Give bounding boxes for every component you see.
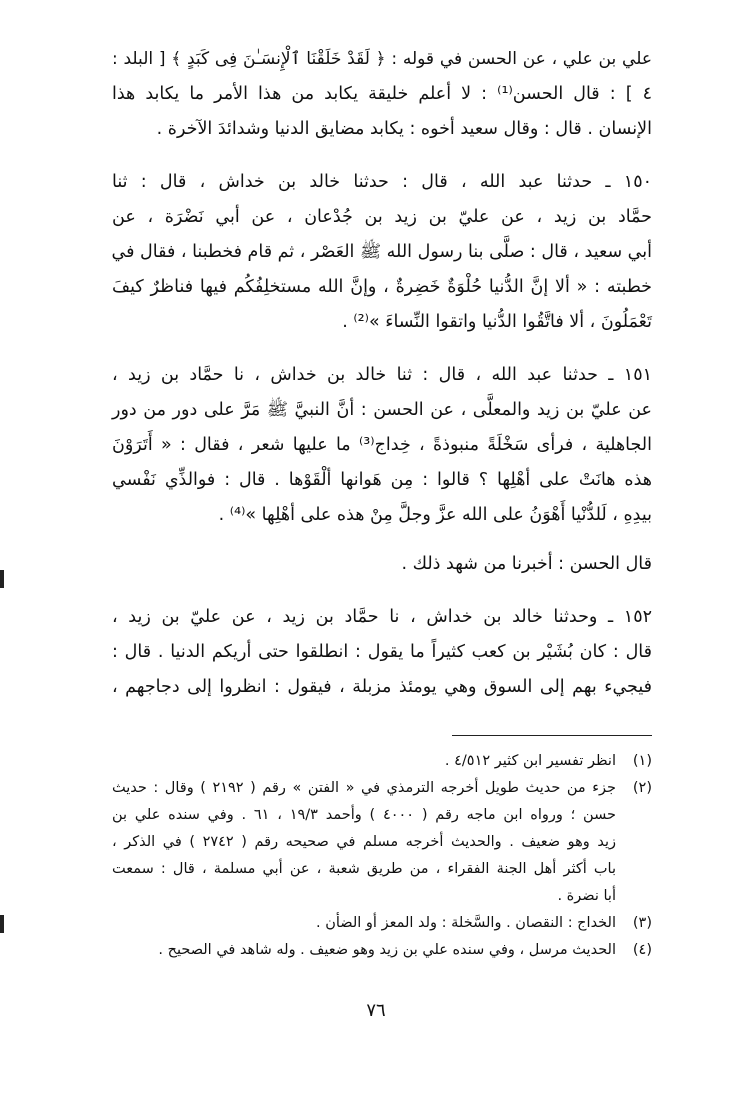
- footnote-line: أبا نضرة .: [557, 888, 616, 904]
- footnote-number: (٢): [632, 780, 652, 796]
- footnote-number: (٤): [632, 942, 652, 958]
- text-line: ٤ ] : قال الحسن⁽¹⁾ : لا أعلم خليقة يكابد من هذا الأمر ما يكابد هذا: [112, 84, 652, 104]
- paragraph-hadith-152: [112, 600, 652, 705]
- text-line: أبي سعيد ، قال : صلَّى بنا رسول الله ﷺ العَصْر ، ثم قام فخطبنا ، فقال في: [111, 242, 652, 262]
- text-line: قال : كان بُشَيْر بن كعب كثيراً ما يقول : انطلقوا حتى أريكم الدنيا . قال :: [112, 642, 652, 662]
- text-line: علي بن علي ، عن الحسن في قوله : ﴿ لَقَدْ خَلَقْنَا ٱلْإِنسَـٰنَ فِى كَبَدٍ ﴾ [ البلد :: [112, 49, 652, 69]
- footnote-line: باب أكثر أهل الجنة الفقراء ، من طريق شعبة ، عن أبي مسلمة ، قال : سمعت: [112, 861, 616, 877]
- text-line: عن عليّ بن زيد والمعلَّى ، عن الحسن : أنَّ النبيَّ ﷺ مَرَّ على دور من دور: [112, 400, 652, 420]
- footnote-line: زيد وهو ضعيف . والحديث أخرجه مسلم في صحيحه رقم ( ٢٧٤٢ ) في الذكر ،: [112, 834, 616, 850]
- edge-mark: [0, 915, 4, 933]
- paragraph-tafsir: [112, 42, 652, 147]
- footnote-2: [112, 775, 652, 910]
- footnote-line: الحديث مرسل ، وفي سنده علي بن زيد وهو ضعيف . وله شاهد في الصحيح .: [158, 942, 616, 958]
- footnote-line: الخداج : النقصان . والسَّخلة : ولد المعز أو الضأن .: [316, 915, 616, 931]
- text-line: فيجيء بهم إلى السوق وهي يومئذ مزبلة ، فيقول : انظروا إلى دجاجهم ،: [112, 677, 652, 697]
- text-line: بيدِهِ ، لَلدُّنْيا أَهْوَنُ على الله عزَّ وجلَّ مِنْ هذه على أهْلِها »⁽⁴⁾ .: [218, 505, 652, 525]
- text-line: هذه هانَتْ على أهْلِها ؟ قالوا : مِن هَوانها ألْقَوْها . قال : فوالذِّي نَفْسي: [112, 470, 652, 490]
- edge-mark: [0, 570, 4, 588]
- footnote-line: حسن ؛ ورواه ابن ماجه رقم ( ٤٠٠٠ ) وأحمد ١٩/٣ ، ٦١ . وفي سنده علي بن: [112, 807, 616, 823]
- paragraph-hadith-150: [112, 165, 652, 340]
- paragraph-hasan-note: [112, 547, 652, 582]
- text-line: قال الحسن : أخبرنا من شهد ذلك .: [401, 554, 652, 574]
- footnote-3: [112, 910, 652, 937]
- footnote-number: (٣): [632, 915, 652, 931]
- footnotes: [112, 748, 652, 964]
- paragraph-hadith-151: [112, 358, 652, 533]
- text-line: ١٥١ ـ حدثنا عبد الله ، قال : ثنا خالد بن خداش ، نا حمَّاد بن زيد ،: [112, 365, 652, 385]
- footnote-separator: [452, 735, 652, 736]
- footnote-line: جزء من حديث طويل أخرجه الترمذي في « الفتن » رقم ( ٢١٩٢ ) وقال : حديث: [112, 780, 616, 796]
- footnote-number: (١): [632, 753, 652, 769]
- text-line: خطبته : « ألا إنَّ الدُّنيا حُلْوَةٌ خَضِرةٌ ، وإنَّ الله مستخلِفُكُم فيها فناظرٌ كيفَ: [112, 277, 652, 297]
- text-line: ١٥٠ ـ حدثنا عبد الله ، قال : حدثنا خالد بن خداش ، قال : ثنا: [112, 172, 652, 192]
- text-line: تَعْمَلُونَ ، ألا فاتَّقُوا الدُّنيا واتقوا النِّساءَ »⁽²⁾ .: [342, 312, 652, 332]
- footnote-line: انظر تفسير ابن كثير ٤/٥١٢ .: [444, 753, 616, 769]
- page-number: ٧٦: [366, 1000, 386, 1021]
- text-line: الإنسان . قال : وقال سعيد أخوه : يكابد مضايق الدنيا وشدائدَ الآخرة .: [156, 119, 652, 139]
- text-line: حمَّاد بن زيد ، عن عليّ بن زيد بن جُدْعان ، عن أبي نَضْرَة ، عن: [112, 207, 652, 227]
- main-text: [112, 42, 652, 723]
- text-line: ١٥٢ ـ وحدثنا خالد بن خداش ، نا حمَّاد بن زيد ، عن عليّ بن زيد ،: [112, 607, 652, 627]
- footnote-1: [112, 748, 652, 775]
- text-line: الجاهلية ، فرأى سَخْلَةً منبوذةً ، خِداج⁽³⁾ ما عليها شعر ، فقال : « أَتَرَوْنَ: [112, 435, 653, 455]
- footnote-4: [112, 937, 652, 964]
